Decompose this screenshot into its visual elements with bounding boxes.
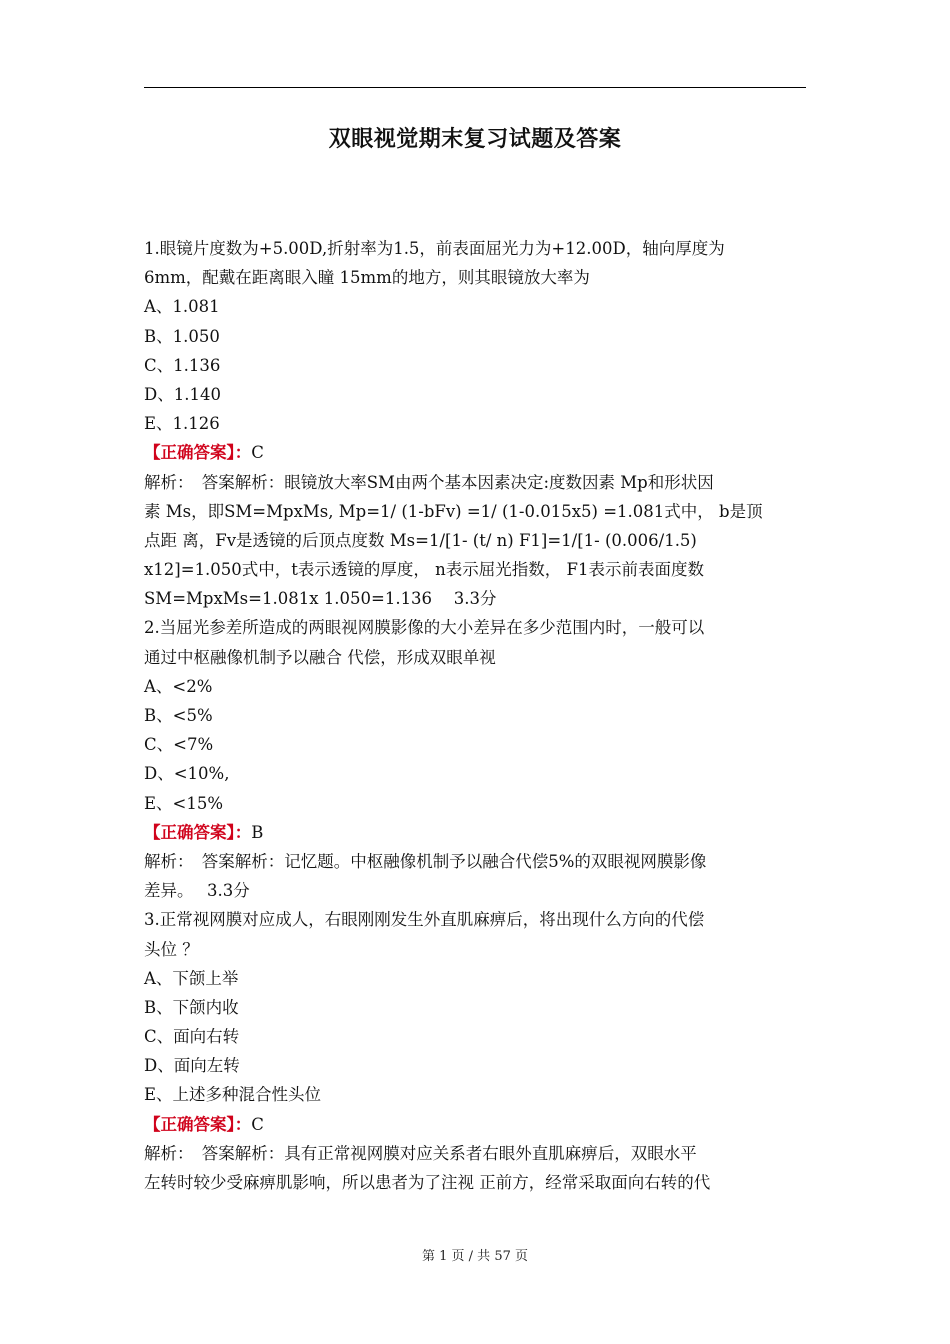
question-1-explanation-cont: SM=MpxMs=1.081x 1.050=1.136 3.3分 [144,589,497,609]
question-3-text: 3.正常视网膜对应成人，右眼刚刚发生外直肌麻痹后，将出现什么方向的代偿 [144,910,705,930]
question-1-explanation-cont: 点距 离，Fv是透镜的后顶点度数 Ms=1/[1- (t/ n) F1]=1/[1- (0.006/1.5) [144,530,697,550]
question-2-option-a: A、<2% [144,676,213,696]
question-3-answer [144,1110,808,1139]
question-2-answer [144,818,808,847]
question-3-option-d: D、面向左转 [144,1056,240,1076]
question-1-text-cont: 6mm，配戴在距离眼入瞳 15mm的地方，则其眼镜放大率为 [144,268,590,288]
answer-value: B [251,822,264,842]
question-2-option-d: D、<10%, [144,764,230,784]
question-1-option-b: B、1.050 [144,326,220,346]
question-1-explanation-cont: x12]=1.050式中，t表示透镜的厚度， n表示屈光指数， F1表示前表面度数 [144,560,704,580]
question-2-explanation-cont: 差异。 3.3分 [144,881,250,901]
answer-label: 【正确答案】： [144,443,252,463]
answer-value: C [251,1114,264,1134]
question-3-explanation-cont: 左转时较少受麻痹肌影响，所以患者为了注视 正前方，经常采取面向右转的代 [144,1173,711,1192]
question-1-option-e: E、1.126 [144,414,220,434]
question-2-text-cont: 通过中枢融像机制予以融合 代偿，形成双眼单视 [144,647,496,667]
question-2-option-b: B、<5% [144,706,213,725]
question-1-explanation: 解析： 答案解析：眼镜放大率SM由两个基本因素决定:度数因素 Mp和形状因 [144,472,714,492]
answer-label: 【正确答案】： [144,822,252,842]
question-1-explanation-cont: 素 Ms，即SM=MpxMs, Mp=1/ (1-bFv) =1/ (1-0.015x5) =1.081式中， b是顶 [144,501,763,521]
header-rule [144,87,806,88]
answer-value: C [251,443,264,463]
document-body [144,234,808,1197]
question-3-option-a: A、下颌上举 [144,968,239,988]
question-2-explanation: 解析： 答案解析：记忆题。中枢融像机制予以融合代偿5%的双眼视网膜影像 [144,851,707,871]
question-1-answer [144,438,808,467]
question-2-option-e: E、<15% [144,793,224,813]
question-3-option-e: E、上述多种混合性头位 [144,1085,322,1105]
question-1-option-a: A、1.081 [144,297,220,317]
page-footer: 第 1 页 / 共 57 页 [422,1249,528,1264]
question-3-explanation: 解析： 答案解析：具有正常视网膜对应关系者右眼外直肌麻痹后，双眼水平 [144,1143,697,1163]
question-3-option-b: B、下颌内收 [144,997,239,1017]
question-2-option-c: C、<7% [144,735,214,755]
answer-label: 【正确答案】： [144,1114,252,1134]
document-title: 双眼视觉期末复习试题及答案 [328,127,622,152]
question-1-text: 1.眼镜片度数为+5.00D,折射率为1.5，前表面屈光力为+12.00D，轴向厚度为 [144,239,725,258]
question-1-option-c: C、1.136 [144,355,221,375]
question-3-option-c: C、面向右转 [144,1027,240,1047]
question-1-option-d: D、1.140 [144,384,221,404]
question-3-text-cont: 头位 ？ [144,939,199,959]
question-2-text: 2.当屈光参差所造成的两眼视网膜影像的大小差异在多少范围内时，一般可以 [144,618,705,638]
